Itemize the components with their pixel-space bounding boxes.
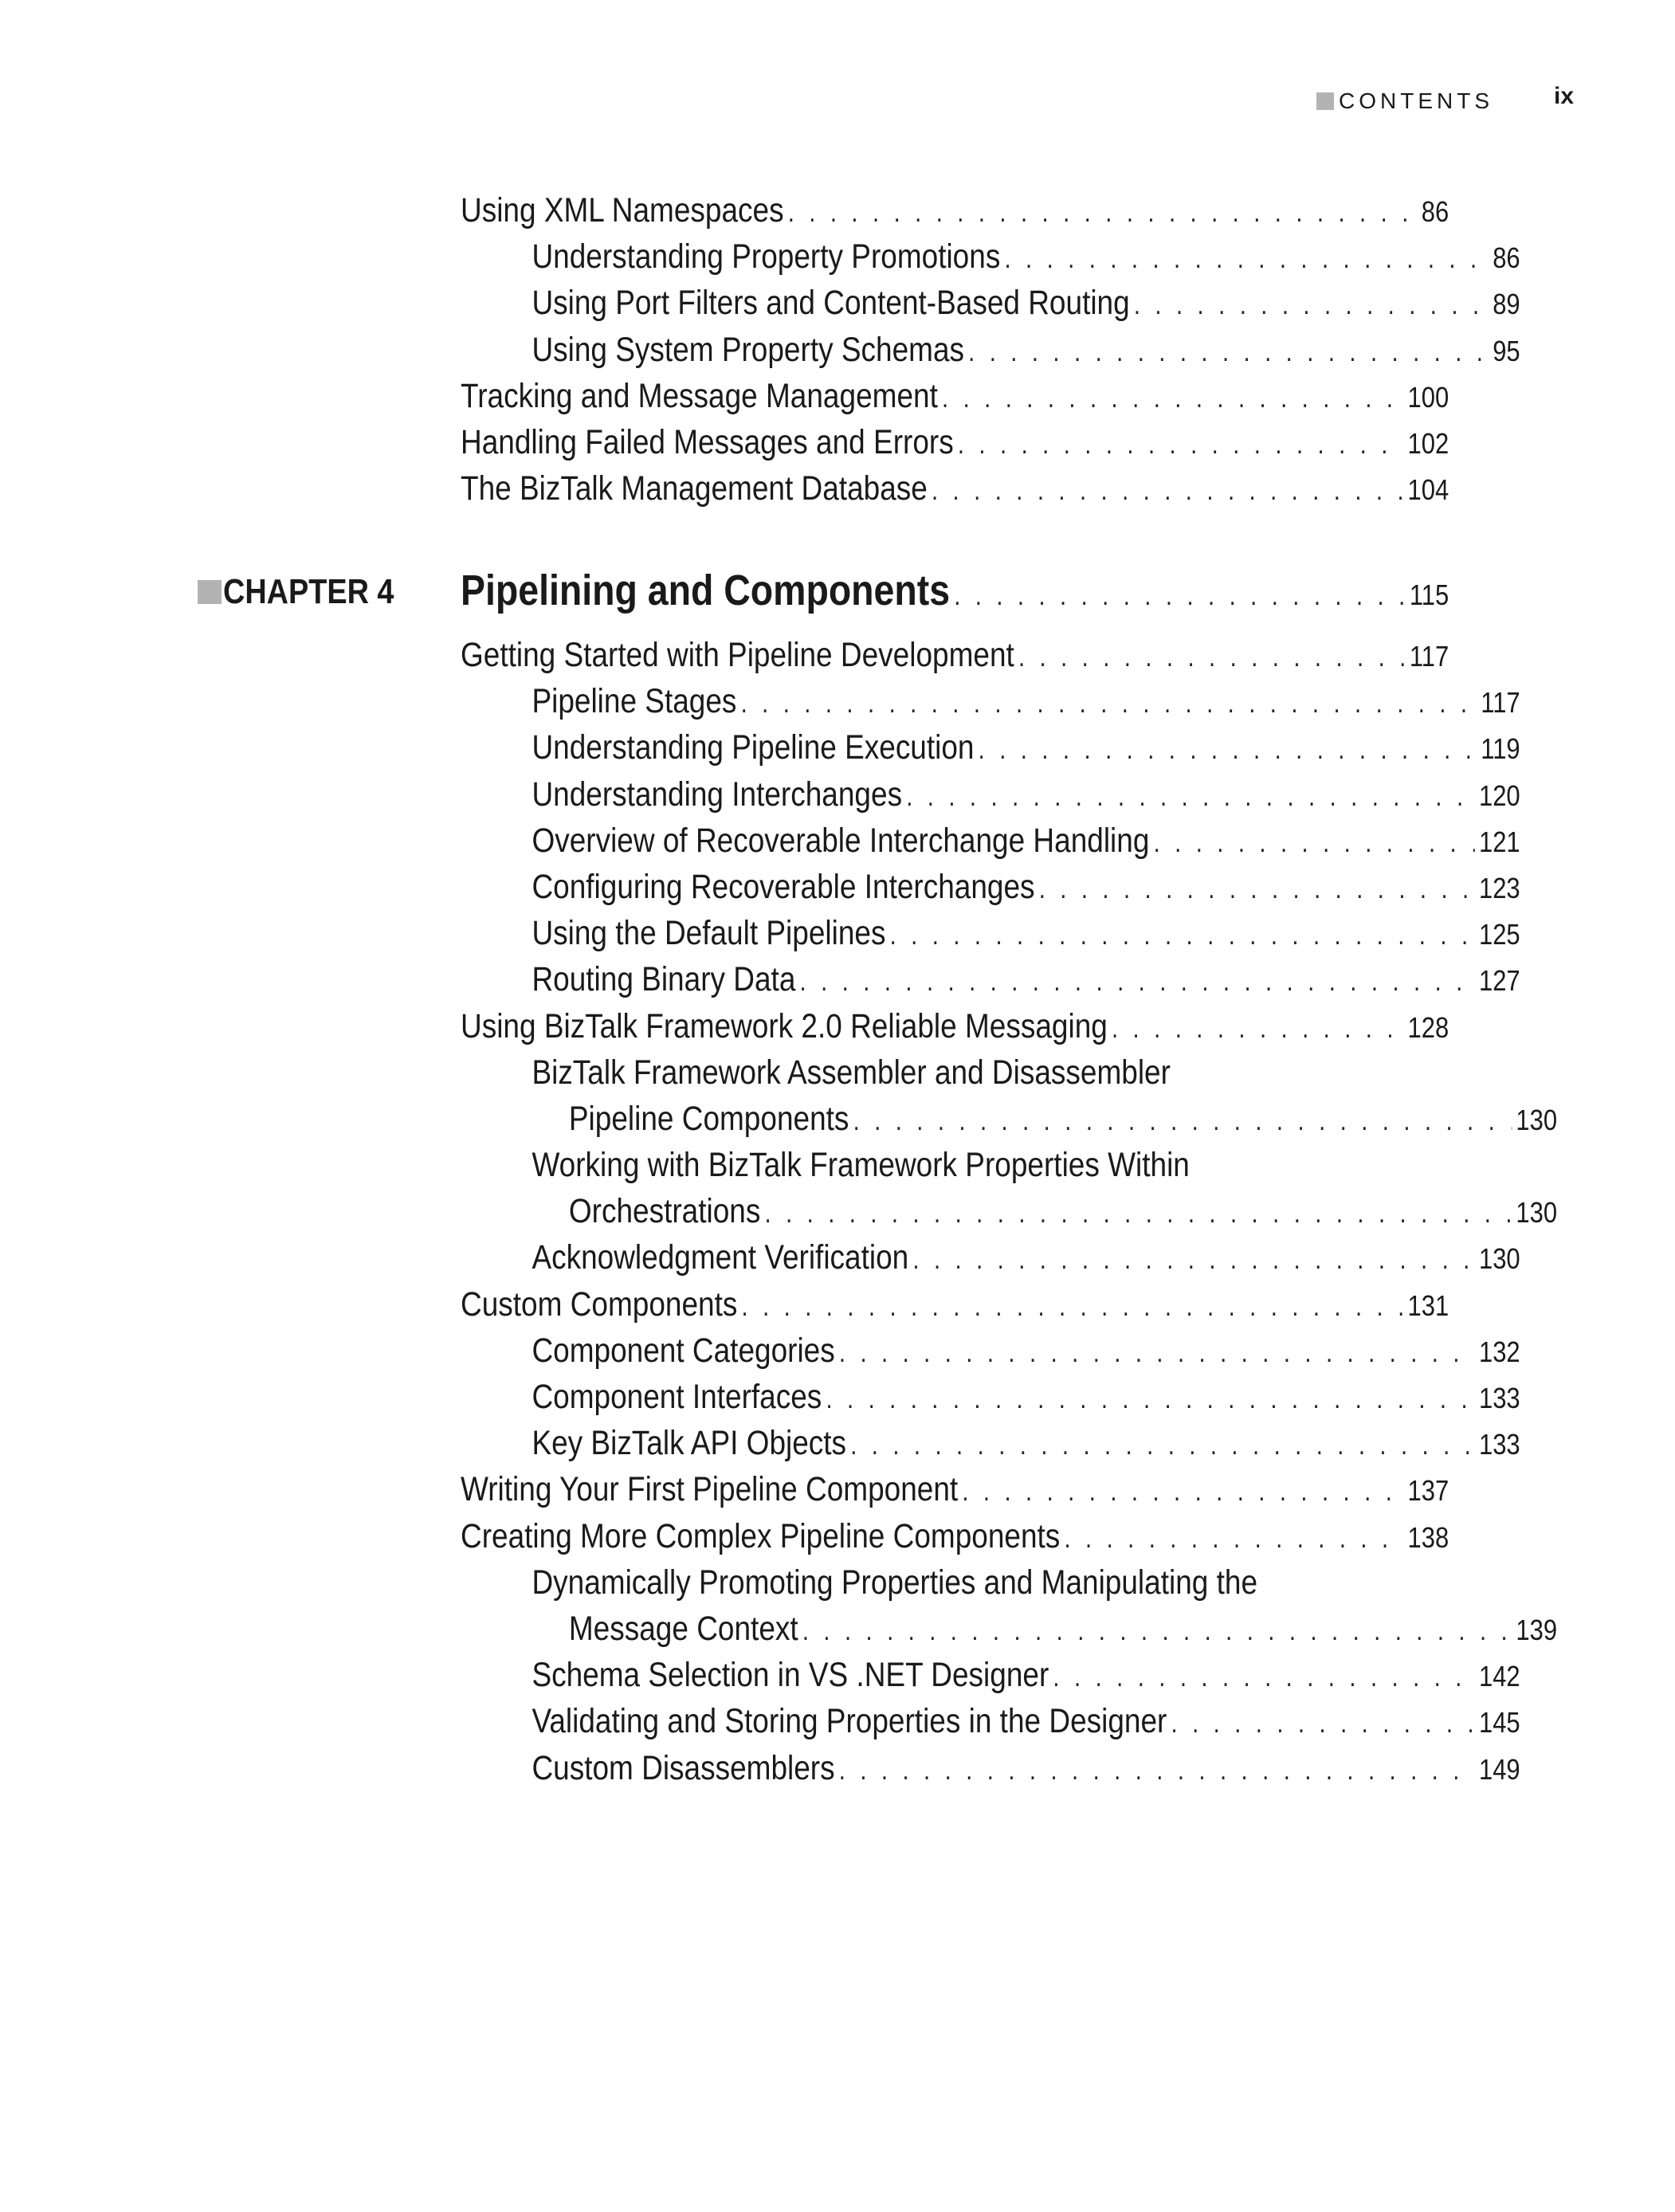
- toc-entry[interactable]: [461, 1192, 1557, 1238]
- dot-leader: [826, 1384, 1474, 1415]
- dot-leader: [1053, 1662, 1474, 1693]
- toc-entry[interactable]: [461, 1563, 1520, 1610]
- toc-entry[interactable]: [461, 469, 1449, 516]
- toc-entry-title: Custom Disassemblers: [532, 1748, 835, 1787]
- toc-entry-page: 133: [1478, 1428, 1520, 1461]
- toc-entry[interactable]: [461, 1424, 1520, 1470]
- dot-leader: [1018, 642, 1406, 673]
- toc-entry-page: 117: [1409, 640, 1449, 673]
- dot-leader: [800, 967, 1475, 998]
- dot-leader: [1004, 244, 1489, 275]
- toc-entry-title: Getting Started with Pipeline Development: [461, 636, 1014, 674]
- toc-entry-title: Understanding Interchanges: [532, 775, 903, 814]
- toc-entry-page: 131: [1407, 1288, 1449, 1322]
- toc-entry-title: Working with BizTalk Framework Properties Within: [532, 1146, 1190, 1185]
- toc-entry-page: 95: [1493, 334, 1520, 367]
- dot-leader: [979, 735, 1477, 766]
- toc-entry-title: Writing Your First Pipeline Component: [461, 1470, 959, 1509]
- dot-leader: [741, 688, 1477, 720]
- toc-entry-page: 130: [1478, 1242, 1520, 1276]
- toc-entry[interactable]: [461, 728, 1520, 775]
- dot-leader: [958, 429, 1404, 461]
- dot-leader: [742, 1292, 1404, 1323]
- running-head: [1316, 86, 1576, 116]
- toc-entry-title: Using System Property Schemas: [532, 330, 965, 369]
- toc-entry-page: 125: [1478, 918, 1520, 951]
- toc-entry-page: 142: [1478, 1660, 1520, 1693]
- dot-leader: [839, 1755, 1475, 1786]
- toc-entry-page: 127: [1478, 964, 1520, 998]
- toc-entry[interactable]: [461, 822, 1520, 868]
- dot-leader: [906, 782, 1475, 813]
- toc-entry[interactable]: [461, 636, 1449, 682]
- toc-section-a: [461, 191, 1520, 516]
- toc-entry-title: Handling Failed Messages and Errors: [461, 422, 954, 461]
- toc-entry-title: Custom Components: [461, 1284, 738, 1324]
- dot-leader: [968, 337, 1489, 368]
- toc-entry-page: 128: [1407, 1010, 1449, 1044]
- toc-entry-title: Using Port Filters and Content-Based Routing: [532, 284, 1130, 323]
- square-bullet-icon: [198, 580, 222, 604]
- dot-leader: [942, 383, 1403, 414]
- toc-entry[interactable]: [461, 1517, 1449, 1563]
- dot-leader: [962, 1477, 1403, 1508]
- toc-entry[interactable]: [461, 682, 1520, 728]
- toc-entry[interactable]: [461, 1378, 1520, 1424]
- toc-entry[interactable]: [461, 423, 1449, 469]
- dot-leader: [788, 198, 1418, 229]
- toc-entry-page: 86: [1421, 195, 1449, 228]
- dot-leader: [1112, 1014, 1403, 1045]
- toc-entry-page: 130: [1516, 1196, 1558, 1230]
- chapter-title: Pipelining and Components: [461, 567, 951, 614]
- toc-entry[interactable]: [461, 1470, 1449, 1516]
- dot-leader: [853, 1106, 1512, 1137]
- toc-entry-title: Orchestrations: [568, 1192, 761, 1231]
- toc-entry[interactable]: [461, 1007, 1449, 1053]
- toc-entry-page: 123: [1478, 871, 1520, 904]
- toc-entry-title: Component Categories: [532, 1331, 835, 1370]
- toc-entry[interactable]: [461, 1285, 1449, 1332]
- toc-entry[interactable]: [461, 237, 1520, 284]
- toc-entry-title: Using BizTalk Framework 2.0 Reliable Messaging: [461, 1006, 1108, 1045]
- toc-entry-title: Dynamically Promoting Properties and Manipulating the: [532, 1563, 1258, 1602]
- toc-entry-title: Acknowledgment Verification: [532, 1238, 909, 1277]
- chapter-label: [198, 572, 422, 612]
- toc-entry-title: Pipeline Stages: [532, 682, 737, 721]
- dot-leader: [1171, 1708, 1475, 1739]
- toc-section-b: [461, 636, 1558, 1795]
- dot-leader: [839, 1338, 1475, 1369]
- toc-entry[interactable]: [461, 331, 1520, 377]
- toc-entry-page: 132: [1478, 1335, 1520, 1368]
- toc-entry-title: Using the Default Pipelines: [532, 914, 886, 953]
- toc-entry-title: Validating and Storing Properties in the Designer: [532, 1702, 1167, 1741]
- toc-entry-title: Using XML Namespaces: [461, 191, 784, 229]
- toc-entry[interactable]: [461, 1749, 1520, 1795]
- toc-entry-title: Tracking and Message Management: [461, 376, 938, 415]
- toc-entry[interactable]: [461, 191, 1449, 237]
- toc-entry-title: The BizTalk Management Database: [461, 469, 928, 508]
- toc-entry-page: 139: [1516, 1613, 1558, 1646]
- toc-entry[interactable]: [461, 914, 1520, 960]
- toc-entry-title: Configuring Recoverable Interchanges: [532, 867, 1035, 906]
- page-number: ix: [1554, 83, 1575, 109]
- toc-entry-page: 121: [1478, 825, 1520, 858]
- toc-entry-title: Component Interfaces: [532, 1378, 822, 1416]
- toc-entry[interactable]: [461, 1146, 1520, 1192]
- toc-entry-page: 133: [1478, 1382, 1520, 1414]
- toc-entry-page: 120: [1478, 779, 1520, 812]
- dot-leader: [954, 581, 1405, 612]
- toc-entry-page: 149: [1478, 1752, 1520, 1786]
- toc-entry-title: Understanding Pipeline Execution: [532, 728, 975, 767]
- toc-entry-page: 117: [1481, 686, 1520, 720]
- toc-entry[interactable]: [461, 377, 1449, 423]
- dot-leader: [1064, 1524, 1403, 1555]
- toc-entry-page: 130: [1516, 1103, 1558, 1136]
- square-bullet-icon: [1316, 92, 1334, 110]
- toc-entry-title: Schema Selection in VS .NET Designer: [532, 1656, 1049, 1695]
- toc-entry-title: Message Context: [568, 1609, 798, 1648]
- toc-entry-title: BizTalk Framework Assembler and Disassembler: [532, 1053, 1171, 1092]
- toc-entry[interactable]: [461, 868, 1520, 914]
- toc-entry[interactable]: [461, 1053, 1520, 1100]
- toc-entry[interactable]: [461, 775, 1520, 822]
- chapter-heading: [198, 566, 1449, 622]
- toc-entry[interactable]: [461, 960, 1520, 1006]
- toc-entry[interactable]: [461, 1100, 1557, 1146]
- toc-entry-title: Understanding Property Promotions: [532, 237, 1001, 276]
- dot-leader: [1134, 290, 1489, 321]
- running-head-label: CONTENTS: [1339, 88, 1493, 113]
- toc-entry-page: 119: [1481, 732, 1520, 766]
- dot-leader: [765, 1198, 1512, 1230]
- dot-leader: [890, 920, 1475, 951]
- dot-leader: [912, 1245, 1474, 1276]
- toc-entry-title: Pipeline Components: [568, 1099, 849, 1138]
- chapter-number: CHAPTER 4: [223, 572, 394, 611]
- chapter-page: 115: [1409, 578, 1449, 611]
- toc-entry-title: Routing Binary Data: [532, 960, 796, 999]
- toc-entry-page: 102: [1407, 426, 1449, 460]
- toc-entry-page: 137: [1407, 1474, 1449, 1508]
- toc-entry-title: Overview of Recoverable Interchange Handling: [532, 821, 1150, 860]
- toc-entry-page: 145: [1478, 1706, 1520, 1739]
- dot-leader: [932, 476, 1403, 507]
- dot-leader: [1039, 874, 1475, 905]
- toc-entry[interactable]: [461, 1702, 1520, 1748]
- toc-entry-page: 104: [1407, 473, 1449, 507]
- dot-leader: [850, 1430, 1475, 1461]
- dot-leader: [1154, 828, 1475, 859]
- toc-entry-page: 89: [1493, 288, 1520, 321]
- toc-entry-page: 138: [1407, 1520, 1449, 1554]
- toc-entry-page: 86: [1493, 241, 1520, 275]
- dot-leader: [802, 1616, 1512, 1647]
- toc-entry[interactable]: [461, 1610, 1557, 1656]
- chapter-title-entry[interactable]: [461, 566, 1449, 622]
- toc-entry-title: Key BizTalk API Objects: [532, 1424, 847, 1463]
- toc-entry[interactable]: [461, 1238, 1520, 1284]
- toc-entry-title: Creating More Complex Pipeline Components: [461, 1516, 1061, 1555]
- toc-entry[interactable]: [461, 1332, 1520, 1378]
- toc-entry[interactable]: [461, 1656, 1520, 1702]
- toc-entry[interactable]: [461, 284, 1520, 330]
- toc-entry-page: 100: [1407, 380, 1449, 414]
